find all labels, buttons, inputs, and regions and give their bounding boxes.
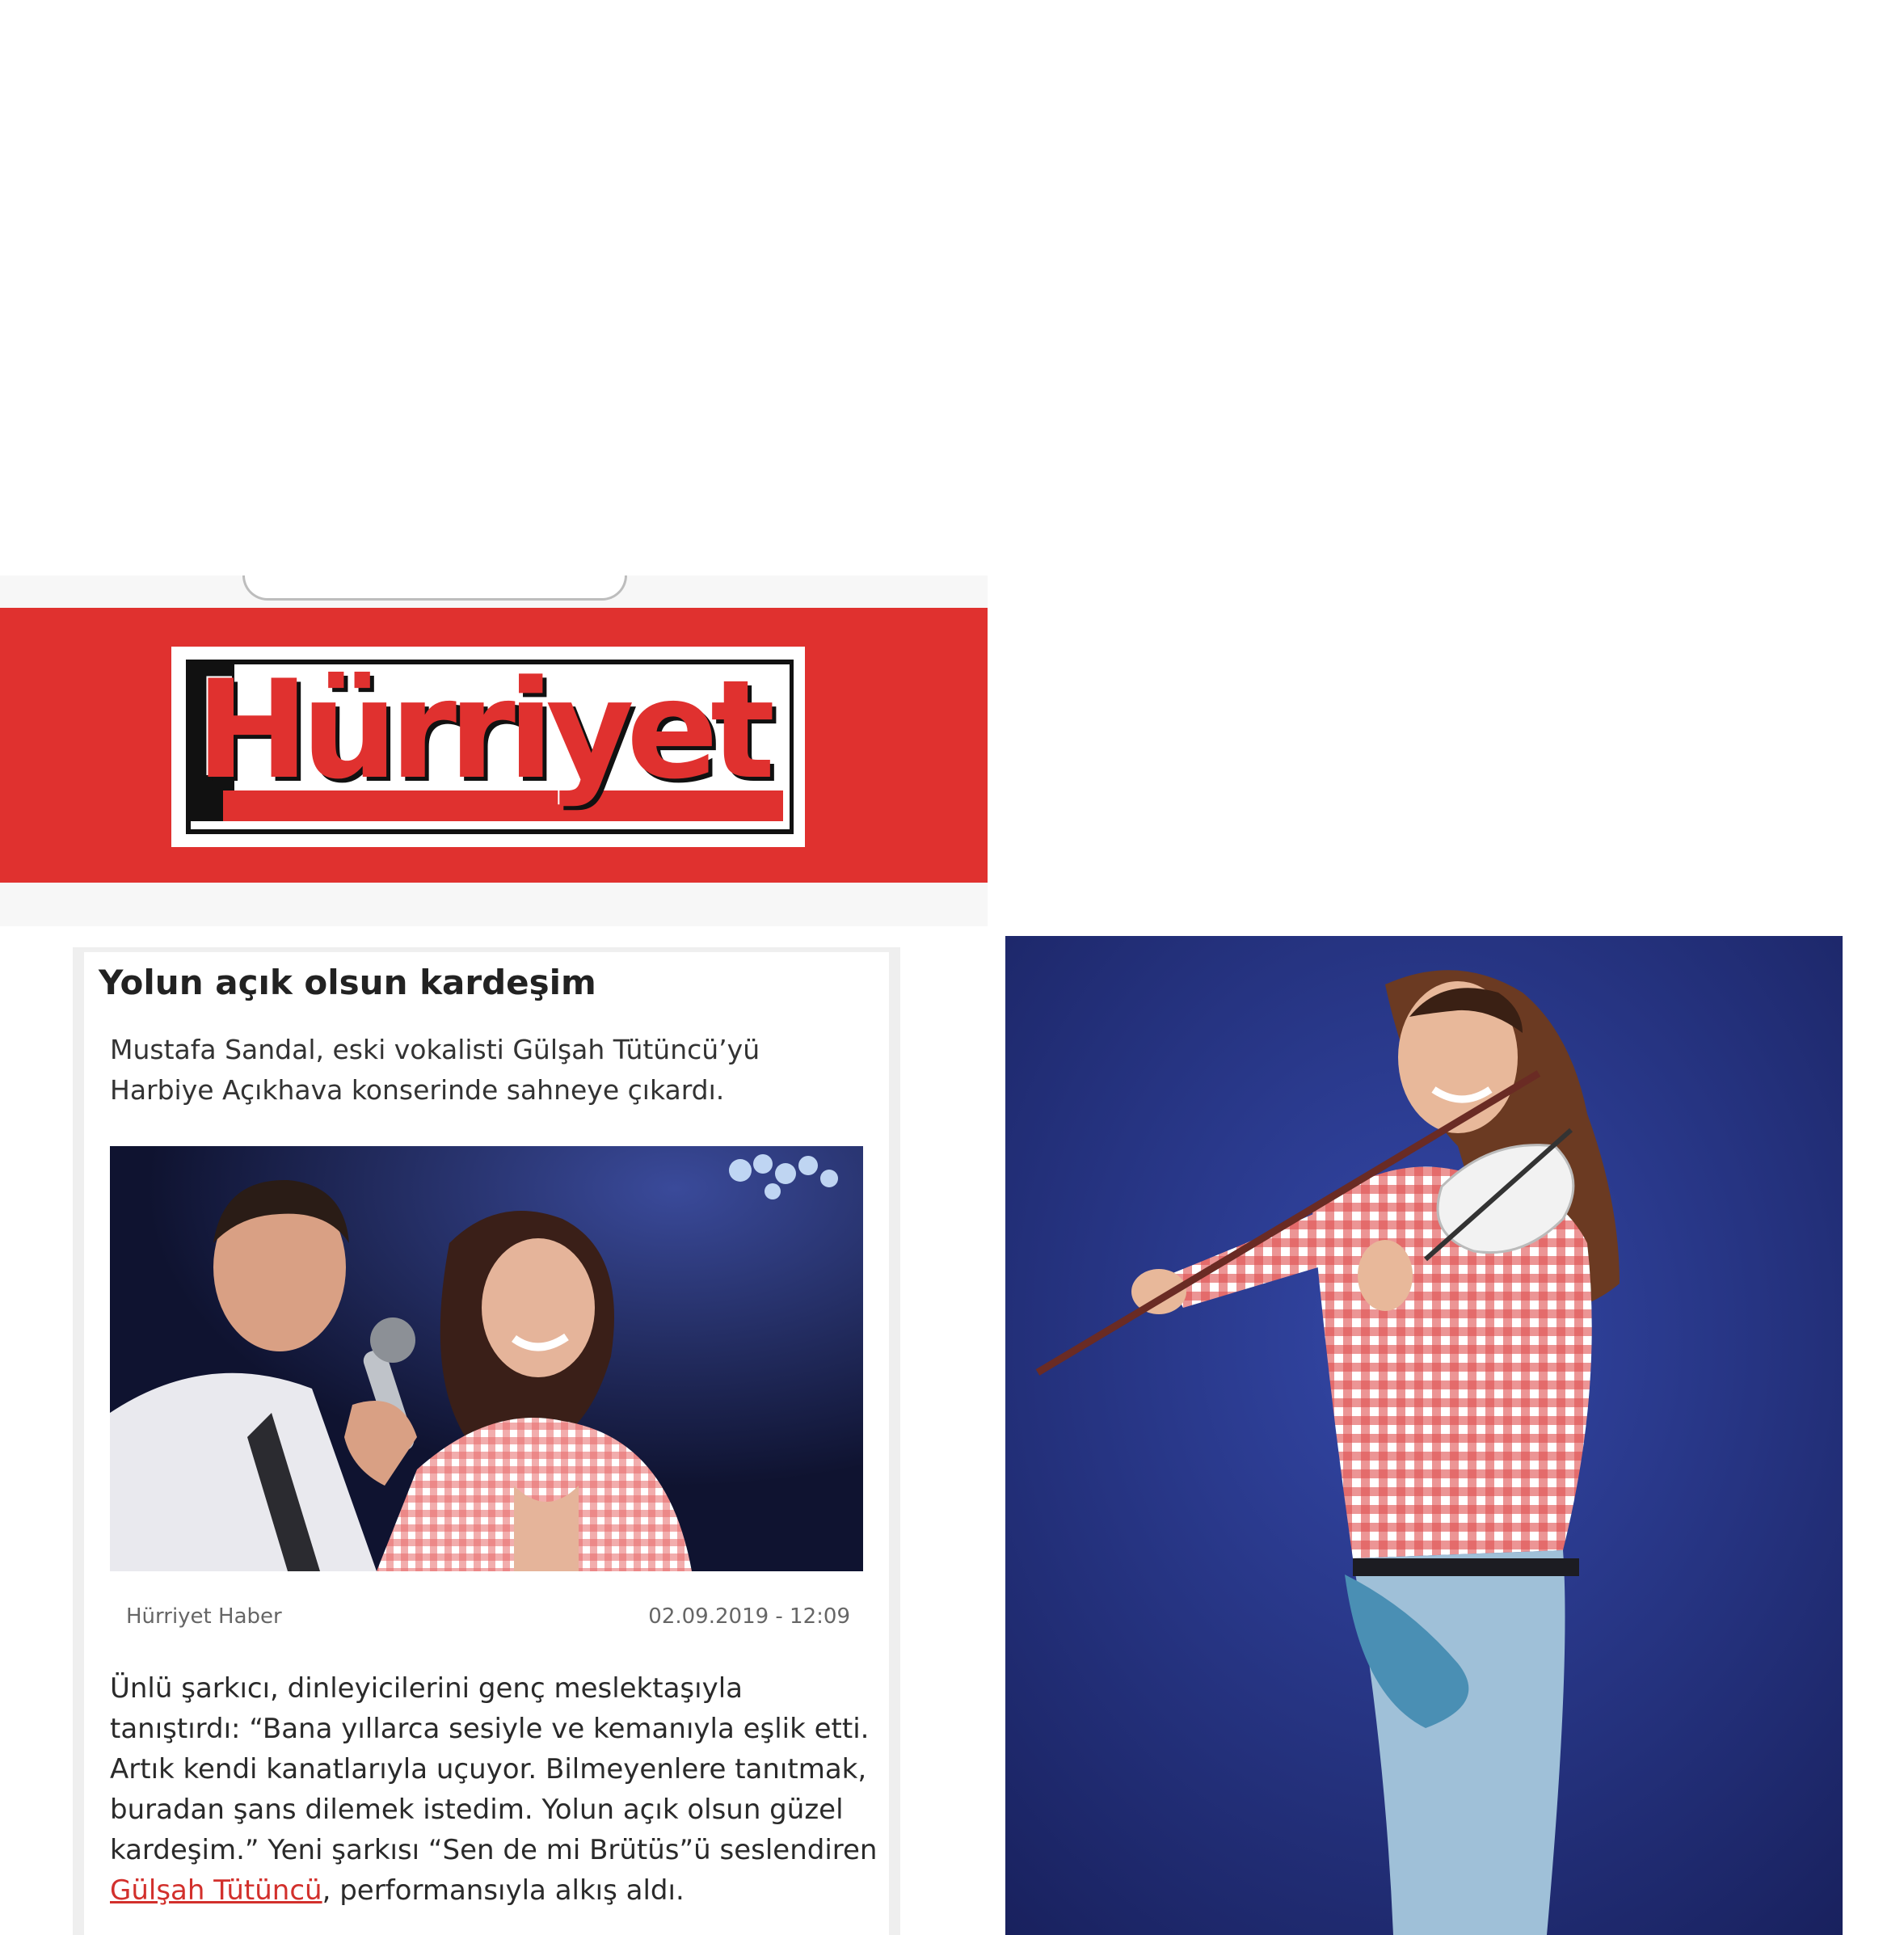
body-line: buradan şans dilemek istedim. Yolun açık olsun güzel (110, 1794, 844, 1826)
artist-link[interactable]: Gülşah Tütüncü (110, 1874, 322, 1907)
body-line: Ünlü şarkıcı, dinleyicilerini genç meslektaşıyla (110, 1672, 743, 1705)
summary-line: Harbiye Açıkhava konserinde sahneye çıkardı. (110, 1074, 725, 1106)
body-line: Artık kendi kanatlarıyla uçuyor. Bilmeyenlere tanıtmak, (110, 1753, 867, 1785)
summary-line: Mustafa Sandal, eski vokalisti Gülşah Tütüncü’yü (110, 1034, 760, 1065)
article-source: Hürriyet Haber (126, 1604, 282, 1629)
article-photo[interactable] (110, 1146, 863, 1571)
article-headline[interactable]: Yolun açık olsun kardeşim (99, 963, 596, 1002)
body-line: kardeşim.” Yeni şarkısı “Sen de mi Brütüs”ü seslendiren (110, 1834, 878, 1866)
article-date: 02.09.2019 - 12:09 (648, 1604, 850, 1629)
article-summary (110, 1030, 870, 1111)
address-bar-pill[interactable] (242, 575, 627, 601)
logo-wordmark: Hürriyet (196, 651, 768, 809)
header-spacer (0, 883, 988, 926)
site-logo[interactable] (171, 647, 805, 847)
screenshot-top-strip (0, 575, 988, 608)
concert-duo-illustration (110, 1146, 863, 1571)
violinist-illustration (1005, 936, 1843, 1935)
violinist-photo[interactable] (1005, 936, 1843, 1935)
body-line: , performansıyla alkış aldı. (322, 1874, 685, 1907)
article-body (110, 1668, 886, 1911)
body-line: tanıştırdı: “Bana yıllarca sesiyle ve kemanıyla eşlik etti. (110, 1713, 870, 1745)
